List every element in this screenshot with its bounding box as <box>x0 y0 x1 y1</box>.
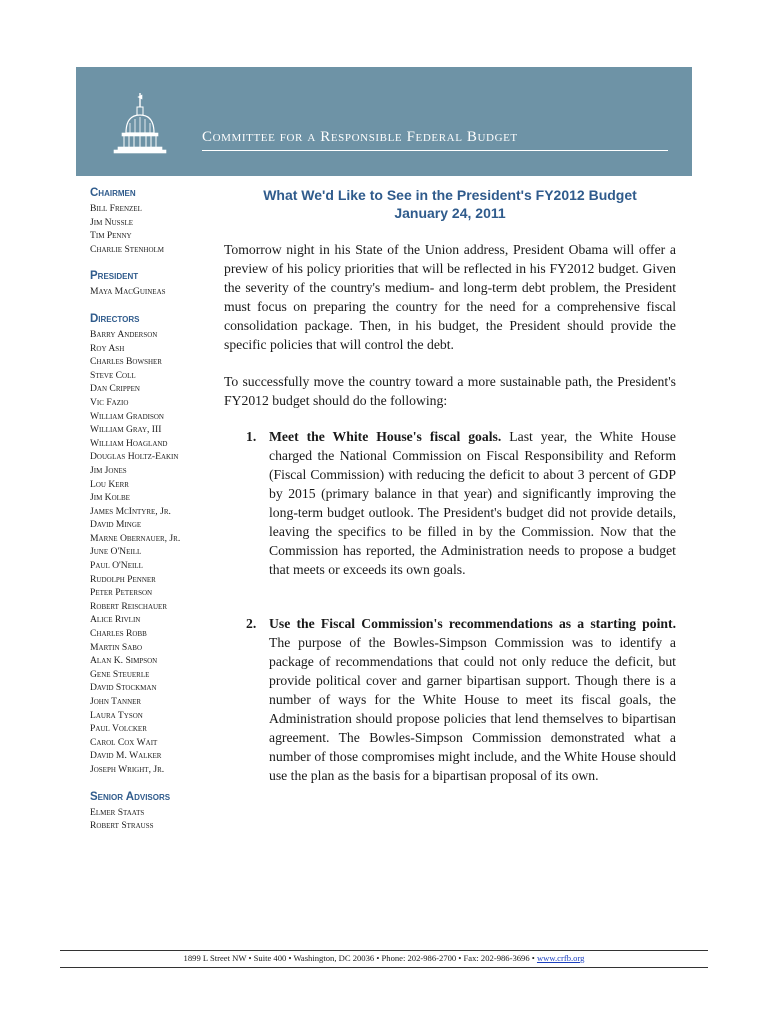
document-date: January 24, 2011 <box>394 205 506 221</box>
president-heading: President <box>90 270 139 283</box>
list-item-content <box>269 427 676 579</box>
sidebar <box>90 185 220 845</box>
document-title-block <box>224 186 676 222</box>
sidebar-name: Rudolph Penner <box>90 573 156 585</box>
list-item-content <box>269 614 676 785</box>
list-item <box>224 614 676 785</box>
sidebar-name: Elmer Staats <box>90 806 145 818</box>
sidebar-name: Lou Kerr <box>90 478 129 490</box>
sidebar-name: Jim Nussle <box>90 216 134 228</box>
org-name-rule <box>202 150 668 151</box>
sidebar-name: Charles Robb <box>90 628 147 640</box>
sidebar-name: William Gray, III <box>90 424 162 436</box>
lead-in-paragraph: To successfully move the country toward a more sustainable path, the President's FY2012 budget should do the following: <box>224 374 676 408</box>
sidebar-name: John Tanner <box>90 696 142 707</box>
sidebar-name: Gene Steuerle <box>90 668 150 680</box>
sidebar-name: Alan K. Simpson <box>90 655 158 667</box>
sidebar-name: David Stockman <box>90 682 157 694</box>
chairmen-list <box>90 202 220 256</box>
sidebar-name: William Hoagland <box>90 437 168 449</box>
sidebar-name: Laura Tyson <box>90 709 143 721</box>
list-item-text: The purpose of the Bowles-Simpson Commission was to identify a package of recommendations that could not only reduce the deficit, but provide political cover and garner bipartisan support. Though there is a number of ways for the White House to meet its fiscal goals, the Administration should propose policies that lend themselves to bipartisan agreement. The Bowles-Simpson Commission demonstrated what a number of those compromises might include, and the White House should use the plan as the basis for a bipartisan proposal of its own. <box>269 635 676 783</box>
senior-advisors-list <box>90 806 220 833</box>
sidebar-name: William Gradison <box>90 410 164 422</box>
sidebar-name: Robert Reischauer <box>90 600 168 612</box>
list-item <box>224 427 676 579</box>
header-banner <box>76 67 692 176</box>
list-item-text: Last year, the White House charged the National Commission on Fiscal Responsibility and Reform (Fiscal Commission) with reducing the deficit to about 3 percent of GDP by 2015 (primary balance in that year) and significantly improving the long-term budget outlook. The President's budget did not provide details, leaving the specifics to be filled in by the Commission. Now that the Commission has reported, the Administration needs to propose a budget that meets or exceeds its own goals. <box>269 429 676 577</box>
sidebar-name: Steve Coll <box>90 369 136 381</box>
sidebar-name: Peter Peterson <box>90 587 153 599</box>
sidebar-name: Carol Cox Wait <box>90 736 158 748</box>
footer-rule-bottom <box>60 967 708 968</box>
president-list <box>90 285 220 299</box>
footer-rule-top <box>60 950 708 951</box>
sidebar-name: Paul O'Neill <box>90 560 143 572</box>
sidebar-name: Tim Penny <box>90 230 132 242</box>
sidebar-name: June O'Neill <box>90 546 142 558</box>
website-link[interactable]: www.crfb.org <box>536 953 585 963</box>
sidebar-name: Alice Rivlin <box>90 614 141 626</box>
directors-heading: Directors <box>90 312 140 325</box>
sidebar-name: Vic Fazio <box>90 396 129 408</box>
list-item-heading: Use the Fiscal Commission's recommendations as a starting point. <box>269 616 676 631</box>
directors-list <box>90 328 220 777</box>
sidebar-name: Jim Kolbe <box>90 492 130 504</box>
sidebar-name: Barry Anderson <box>90 328 158 340</box>
sidebar-name: Dan Crippen <box>90 383 140 395</box>
list-item-number: 1. <box>246 429 257 444</box>
footer-address: 1899 L Street NW • Suite 400 • Washington, DC 20036 • Phone: 202-986-2700 • Fax: 202-986-3696 • <box>183 953 535 963</box>
senior-advisors-heading: Senior Advisors <box>90 790 171 803</box>
intro-paragraph: Tomorrow night in his State of the Union address, President Obama will offer a preview of his policy priorities that will be reflected in his FY2012 budget. Given the severity of the country's medium- and long-term debt problem, the President must focus on preparing the country for the need for a comprehensive fiscal consolidation package. Then, in his budget, the President should provide the specific policies that will control the debt. <box>224 242 676 352</box>
sidebar-name: Charles Bowsher <box>90 356 162 368</box>
footer <box>60 952 708 965</box>
list-item-number: 2. <box>246 616 257 631</box>
sidebar-name: Charlie Stenholm <box>90 243 165 255</box>
sidebar-name: Jim Jones <box>90 464 127 476</box>
sidebar-name: Robert Strauss <box>90 820 154 832</box>
org-name: Committee for a Responsible Federal Budget <box>202 129 518 145</box>
capitol-dome-icon <box>112 89 168 169</box>
sidebar-name: David Minge <box>90 519 142 531</box>
sidebar-name: Paul Volcker <box>90 723 147 735</box>
sidebar-name: Martin Sabo <box>90 641 143 653</box>
document-title: What We'd Like to See in the President's FY2012 Budget <box>263 187 637 203</box>
sidebar-name: Maya MacGuineas <box>90 286 166 298</box>
sidebar-name: James McIntyre, Jr. <box>90 505 171 517</box>
sidebar-name: Marne Obernauer, Jr. <box>90 532 181 544</box>
sidebar-name: Douglas Holtz-Eakin <box>90 451 179 463</box>
chairmen-heading: Chairmen <box>90 187 136 199</box>
list-item-heading: Meet the White House's fiscal goals. <box>269 429 502 444</box>
sidebar-name: Roy Ash <box>90 342 125 354</box>
sidebar-name: Bill Frenzel <box>90 203 142 214</box>
sidebar-name: Joseph Wright, Jr. <box>90 763 165 775</box>
sidebar-name: David M. Walker <box>90 750 162 762</box>
